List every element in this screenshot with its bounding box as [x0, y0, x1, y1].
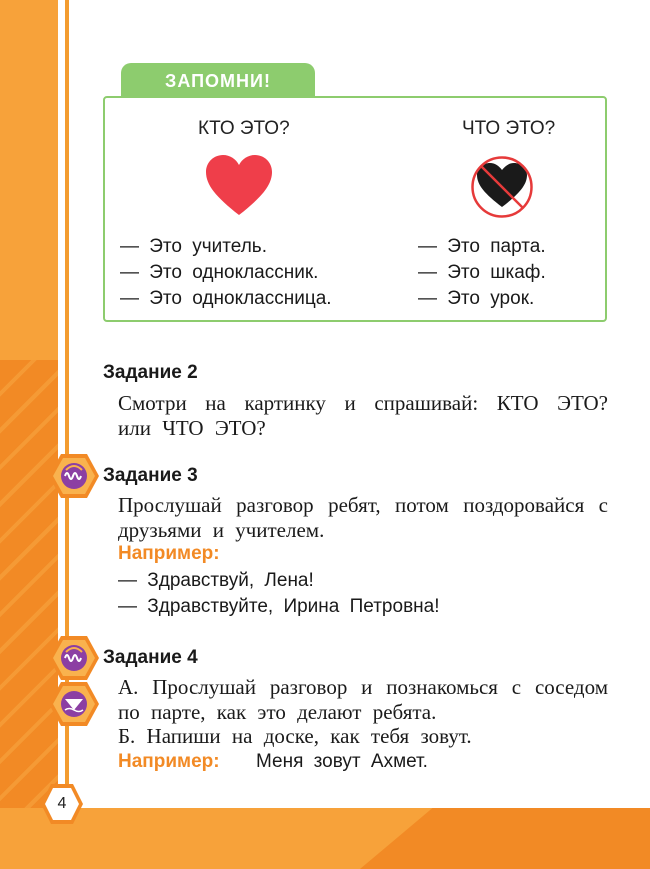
margin-line [65, 0, 69, 869]
task-4-example-text: Меня зовут Ахмет. [256, 751, 428, 772]
who-example-3: — Это одноклассница. [120, 288, 332, 309]
who-example-1: — Это учитель. [120, 236, 267, 257]
page-number-badge [40, 782, 84, 826]
what-example-2: — Это шкаф. [418, 262, 546, 283]
heart-icon [206, 155, 272, 217]
who-question: КТО ЭТО? [198, 118, 290, 139]
task-2-text: Смотри на картинку и спрашивай: КТО ЭТО? или ЧТО ЭТО? [118, 391, 608, 440]
task-3-example-1: — Здравствуй, Лена! [118, 570, 314, 591]
what-examples [418, 234, 546, 312]
task-3-title: Задание 3 [103, 465, 198, 486]
task-3-example-2: — Здравствуйте, Ирина Петровна! [118, 596, 440, 617]
task-4-example-label: Например: [118, 751, 220, 772]
write-icon [48, 680, 100, 728]
who-example-2: — Это одноклассник. [120, 262, 319, 283]
page-number: 4 [57, 795, 67, 812]
crossed-heart-icon [470, 155, 534, 219]
remember-tab: ЗАПОМНИ! [121, 63, 315, 99]
task-4-text-b: Б. Напиши на доске, как тебя зовут. [118, 724, 472, 748]
listen-icon [48, 452, 100, 500]
listen-icon [48, 634, 100, 682]
what-example-1: — Это парта. [418, 236, 546, 257]
task-2-title: Задание 2 [103, 362, 198, 383]
task-4-title: Задание 4 [103, 647, 198, 668]
who-examples [120, 234, 332, 312]
what-example-3: — Это урок. [418, 288, 535, 309]
task-3-example-label: Например: [118, 543, 220, 564]
task-4-text-a: А. Прослушай разговор и познакомься с соседом по парте, как это делают ребята. [118, 675, 608, 724]
what-question: ЧТО ЭТО? [462, 118, 556, 139]
task-3-text: Прослушай разговор ребят, потом поздоровайся с друзьями и учителем. [118, 493, 608, 542]
